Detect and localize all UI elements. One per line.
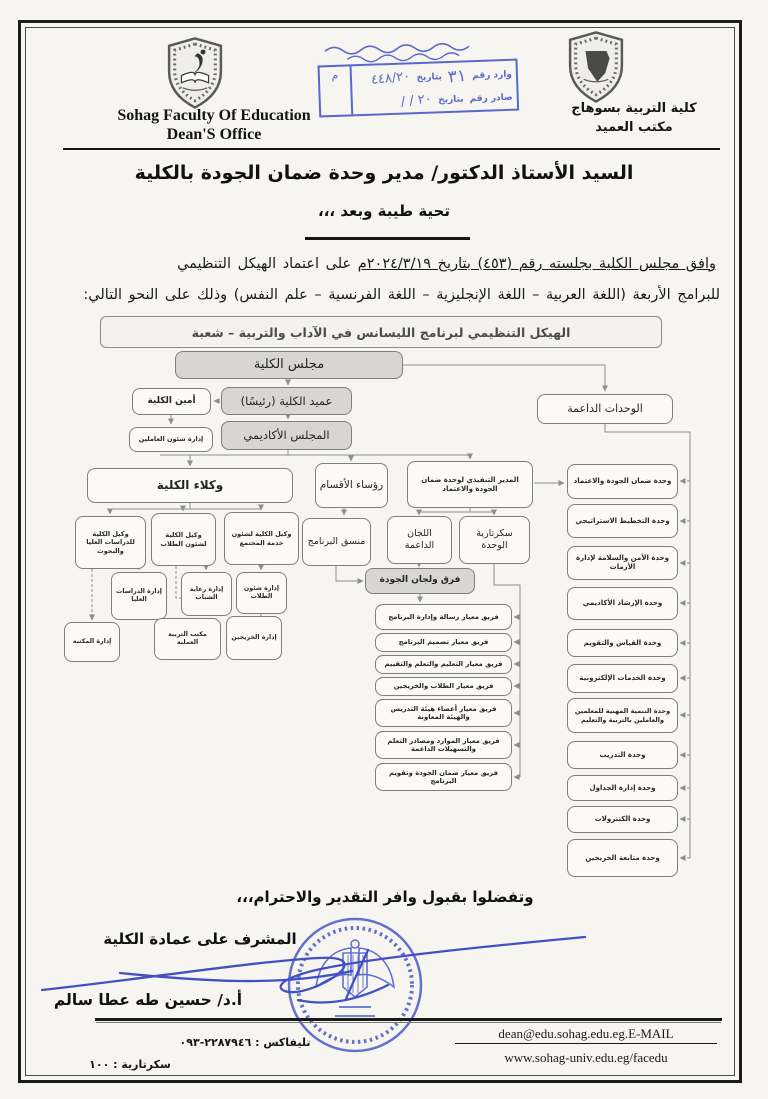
footer-secretariat: سكرتارية : ١٠٠: [89, 1058, 171, 1071]
faculty-name-arabic-line2: مكتب العميد: [595, 119, 673, 135]
node-quality-teams-header: فرق ولجان الجودة: [365, 568, 475, 594]
node-supporting-committees: اللجان الداعمة: [387, 516, 452, 564]
team-quality-assurance-evaluation: فريق معيار ضمان الجودة وتقويم البرنامج: [375, 763, 512, 791]
stamp-outgoing-label: صادر رقم: [469, 92, 513, 104]
faculty-name-line1: Sohag Faculty Of Education: [117, 107, 311, 124]
node-faculty-council: مجلس الكلية: [175, 351, 403, 379]
node-dean: عميد الكلية (رئيسًا): [221, 387, 352, 415]
footer-website: www.sohag-univ.edu.eg/facedu: [504, 1050, 668, 1065]
unit-quality-assurance: وحدة ضمان الجودة والاعتماد: [567, 464, 678, 499]
team-faculty-staff: فريق معيار أعضاء هيئة التدريس والهيئة المعاونة: [375, 699, 512, 727]
node-department-heads: رؤساء الأقسام: [315, 463, 388, 508]
closing-line: وتفضلوا بقبول وافر التقدير والاحترام،،،: [236, 888, 534, 906]
node-graduates-admin: إدارة الخريجين: [226, 616, 282, 660]
unit-professional-development: وحدة التنمية المهنية للمعلمين والعاملين بالتربية والتعليم: [567, 698, 678, 733]
unit-exam-controls: وحدة الكنترولات: [567, 806, 678, 833]
node-unit-secretariat: سكرتارية الوحدة: [459, 516, 530, 564]
node-staff-affairs-admin: إدارة شئون العاملين: [129, 427, 213, 452]
stamp-incoming-date-label: بتاريخ: [416, 71, 443, 83]
eagle-seal-stamp: [285, 915, 425, 1055]
unit-strategic-planning: وحدة التخطيط الاستراتيجي: [567, 504, 678, 538]
node-graduate-studies-admin: إدارة الدراسات العليا: [111, 572, 167, 620]
faculty-name-arabic-line1: كلية التربية بسوهاج: [571, 101, 697, 116]
unit-training: وحدة التدريب: [567, 741, 678, 769]
footer-divider: [95, 1018, 722, 1021]
node-library-admin: إدارة المكتبة: [64, 622, 120, 662]
node-supporting-units: الوحدات الداعمة: [537, 394, 673, 424]
stamp-outgoing-date-label: بتاريخ: [437, 94, 464, 106]
faculty-name-line2: Dean'S Office: [166, 126, 262, 144]
stamp-outgoing-date-value: ٢٠ / /: [400, 91, 433, 110]
node-practical-education-office: مكتب التربية العملية: [154, 618, 221, 660]
letter-body-line2: للبرامج الأربعة (اللغة العربية – اللغة الإنجليزية – اللغة الفرنسية – علم النفس) وذلك على النحو التالي:: [83, 287, 720, 303]
node-executive-director: المدير التنفيذي لوحدة ضمان الجودة والاعتماد: [407, 461, 533, 508]
unit-schedules-management: وحدة إدارة الجداول: [567, 775, 678, 801]
team-mission-management: فريق معيار رسالة وإدارة البرنامج: [375, 604, 512, 630]
node-program-coordinator: منسق البرنامج: [302, 518, 371, 566]
stamp-incoming-number: ٣١: [446, 65, 468, 88]
unit-academic-advising: وحدة الإرشاد الأكاديمي: [567, 587, 678, 620]
team-program-design: فريق معيار تصميم البرنامج: [375, 633, 512, 652]
node-youth-welfare-admin: إدارة رعاية الشباب: [181, 572, 232, 616]
stamp-corner-mark: م: [320, 66, 354, 115]
unit-graduates-followup: وحدة متابعة الخريجين: [567, 839, 678, 877]
letter-body-underlined: وافق مجلس الكلية بجلسته رقم (٤٥٣) بتاريخ ٢٠٢٤/٣/١٩م: [357, 256, 716, 272]
unit-electronic-services: وحدة الخدمات الإلكترونية: [567, 664, 678, 693]
unit-measurement-evaluation: وحدة القياس والتقويم: [567, 629, 678, 657]
stamp-incoming-label: وارد رقم: [472, 69, 513, 81]
stamp-incoming-date-value: ٤٤٨/٢٠: [370, 69, 412, 89]
signer-name: أ.د/ حسين طه عطا سالم: [53, 991, 243, 1009]
team-teaching-learning-assessment: فريق معيار التعليم والتعلم والتقييم: [375, 655, 512, 674]
node-vice-deans: وكلاء الكلية: [87, 468, 293, 503]
team-students-graduates: فريق معيار الطلاب والخريجين: [375, 677, 512, 696]
node-faculty-secretary: أمين الكلية: [132, 388, 211, 415]
node-vice-dean-community-service: وكيل الكلية لشئون خدمة المجتمع: [224, 512, 299, 565]
org-chart-title: الهيكل التنظيمي لبرنامج الليسانس في الآداب والتربية – شعبة: [100, 316, 662, 348]
node-vice-dean-student-affairs: وكيل الكلية لشئون الطلاب: [151, 513, 216, 566]
letter-greeting: تحية طيبة وبعد ،،،: [318, 202, 450, 220]
node-vice-dean-graduate-studies: وكيل الكلية للدراسات العليا والبحوث: [75, 516, 146, 569]
letter-addressee: السيد الأستاذ الدكتور/ مدير وحدة ضمان الجودة بالكلية: [134, 162, 634, 184]
node-student-affairs-office: إدارة شئون الطلاب: [236, 572, 287, 614]
node-academic-council: المجلس الأكاديمي: [221, 421, 352, 450]
footer-email: dean@edu.sohag.edu.eg.E-MAIL: [455, 1026, 717, 1044]
unit-safety-crisis: وحدة الأمن والسلامة لإدارة الأزمات: [567, 546, 678, 580]
footer-telefax: تليفاكس : ٢٢٨٧٩٤٦-٠٩٣: [179, 1036, 311, 1049]
letter-body-rest: على اعتماد الهيكل التنظيمي: [177, 256, 358, 272]
signer-title: المشرف على عمادة الكلية: [103, 930, 297, 948]
team-resources-facilities: فريق معيار الموارد ومصادر التعلم والتسهيلات الداعمة: [375, 731, 512, 759]
